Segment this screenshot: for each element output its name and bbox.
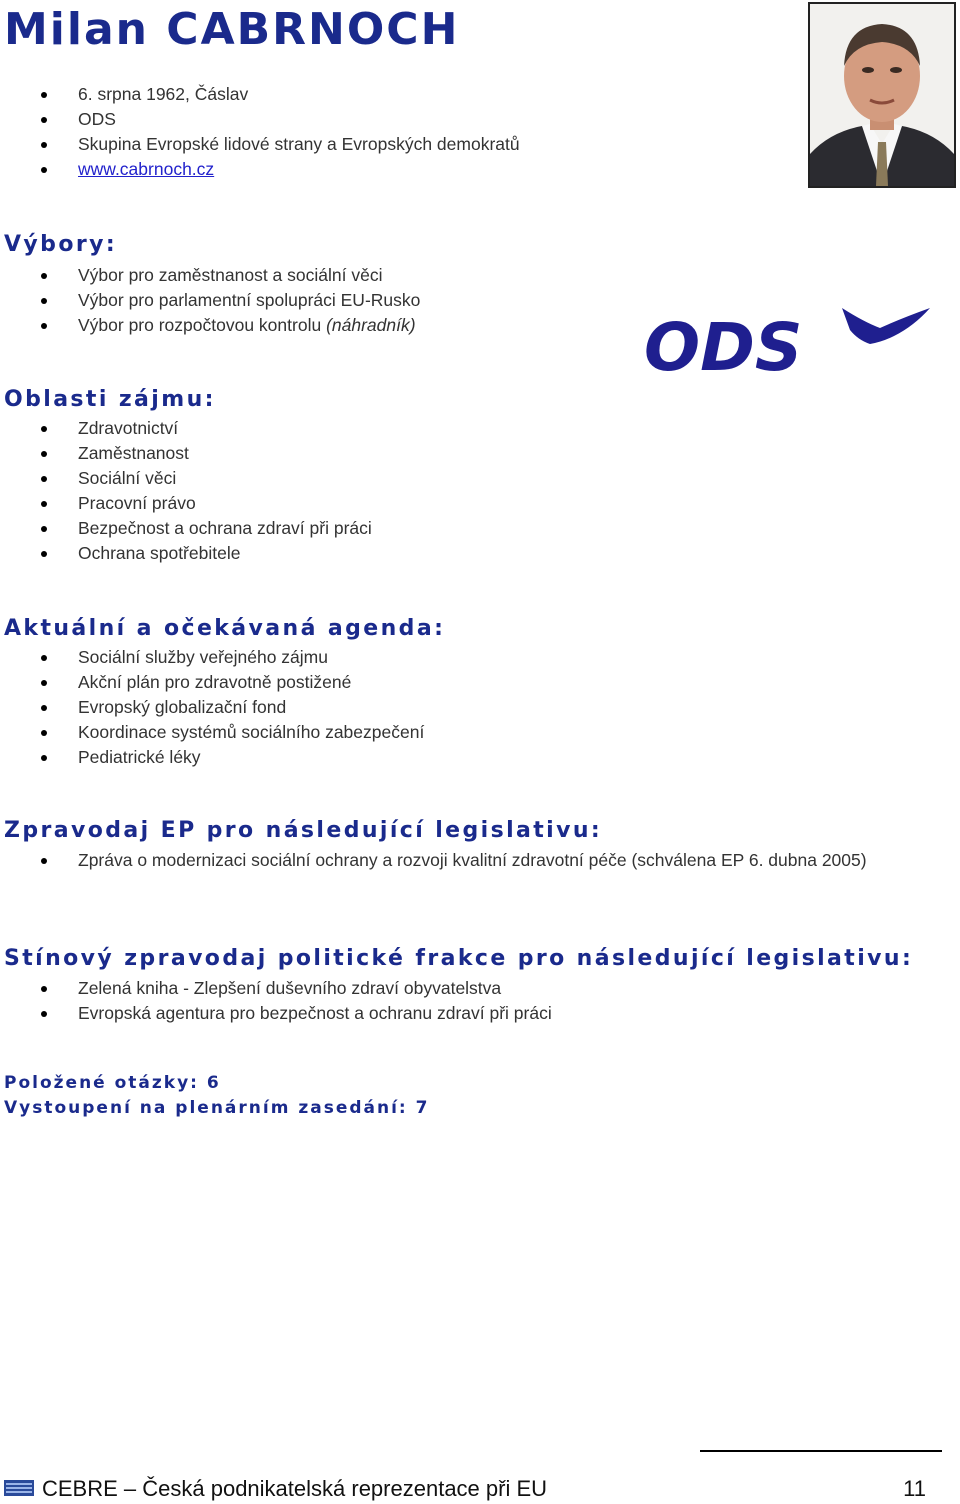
ods-logo-text: ODS bbox=[644, 309, 803, 378]
agenda-list bbox=[0, 645, 424, 770]
list-item: Výbor pro parlamentní spolupráci EU-Rusko bbox=[0, 288, 420, 313]
section-heading-stinovy: Stínový zpravodaj politické frakce pro následující legislativu: bbox=[4, 946, 914, 971]
list-item: ODS bbox=[0, 107, 520, 132]
cebre-logo-icon bbox=[4, 1480, 34, 1496]
portrait-photo bbox=[808, 2, 956, 188]
list-item: Zpráva o modernizaci sociální ochrany a rozvoji kvalitní zdravotní péče (schválena EP 6. dubna 2005) bbox=[0, 848, 948, 873]
substitute-note: (náhradník) bbox=[326, 315, 416, 335]
stinovy-list bbox=[0, 976, 552, 1026]
section-heading-agenda: Aktuální a očekávaná agenda: bbox=[4, 616, 446, 641]
list-item: Ochrana spotřebitele bbox=[0, 541, 372, 566]
bird-icon bbox=[842, 308, 930, 344]
page-title: Milan CABRNOCH bbox=[4, 4, 460, 55]
oblasti-list bbox=[0, 416, 372, 566]
section-heading-zpravodaj: Zpravodaj EP pro následující legislativu: bbox=[4, 818, 603, 843]
list-item: Zelená kniha - Zlepšení duševního zdraví obyvatelstva bbox=[0, 976, 552, 1001]
section-heading-vybory: Výbory: bbox=[4, 232, 118, 257]
list-item: Koordinace systémů sociálního zabezpečení bbox=[0, 720, 424, 745]
list-item: Bezpečnost a ochrana zdraví při práci bbox=[0, 516, 372, 541]
list-item: Skupina Evropské lidové strany a Evropských demokratů bbox=[0, 132, 520, 157]
vybory-list bbox=[0, 263, 420, 338]
website-link[interactable]: www.cabrnoch.cz bbox=[78, 159, 215, 179]
page-footer bbox=[4, 1476, 934, 1504]
list-item: Pracovní právo bbox=[0, 491, 372, 516]
profile-list bbox=[0, 82, 520, 182]
list-item bbox=[0, 157, 520, 182]
list-item: Sociální služby veřejného zájmu bbox=[0, 645, 424, 670]
page-number: 11 bbox=[903, 1476, 926, 1501]
list-item: Zaměstnanost bbox=[0, 441, 372, 466]
list-item: Výbor pro rozpočtovou kontrolu (náhradník) bbox=[0, 313, 420, 338]
list-item: 6. srpna 1962, Čáslav bbox=[0, 82, 520, 107]
list-item: Evropský globalizační fond bbox=[0, 695, 424, 720]
list-item: Akční plán pro zdravotně postižené bbox=[0, 670, 424, 695]
list-item: Výbor pro zaměstnanost a sociální věci bbox=[0, 263, 420, 288]
section-heading-oblasti: Oblasti zájmu: bbox=[4, 387, 216, 412]
zpravodaj-list bbox=[0, 848, 948, 873]
list-item: Pediatrické léky bbox=[0, 745, 424, 770]
ods-logo bbox=[644, 300, 934, 378]
list-item: Evropská agentura pro bezpečnost a ochranu zdraví při práci bbox=[0, 1001, 552, 1026]
speeches-stat: Vystoupení na plenárním zasedání: 7 bbox=[4, 1098, 430, 1118]
footer-divider bbox=[700, 1450, 942, 1452]
list-item: Zdravotnictví bbox=[0, 416, 372, 441]
questions-stat: Položené otázky: 6 bbox=[4, 1073, 221, 1093]
list-item: Sociální věci bbox=[0, 466, 372, 491]
footer-text: CEBRE – Česká podnikatelská reprezentace při EU bbox=[42, 1476, 548, 1501]
